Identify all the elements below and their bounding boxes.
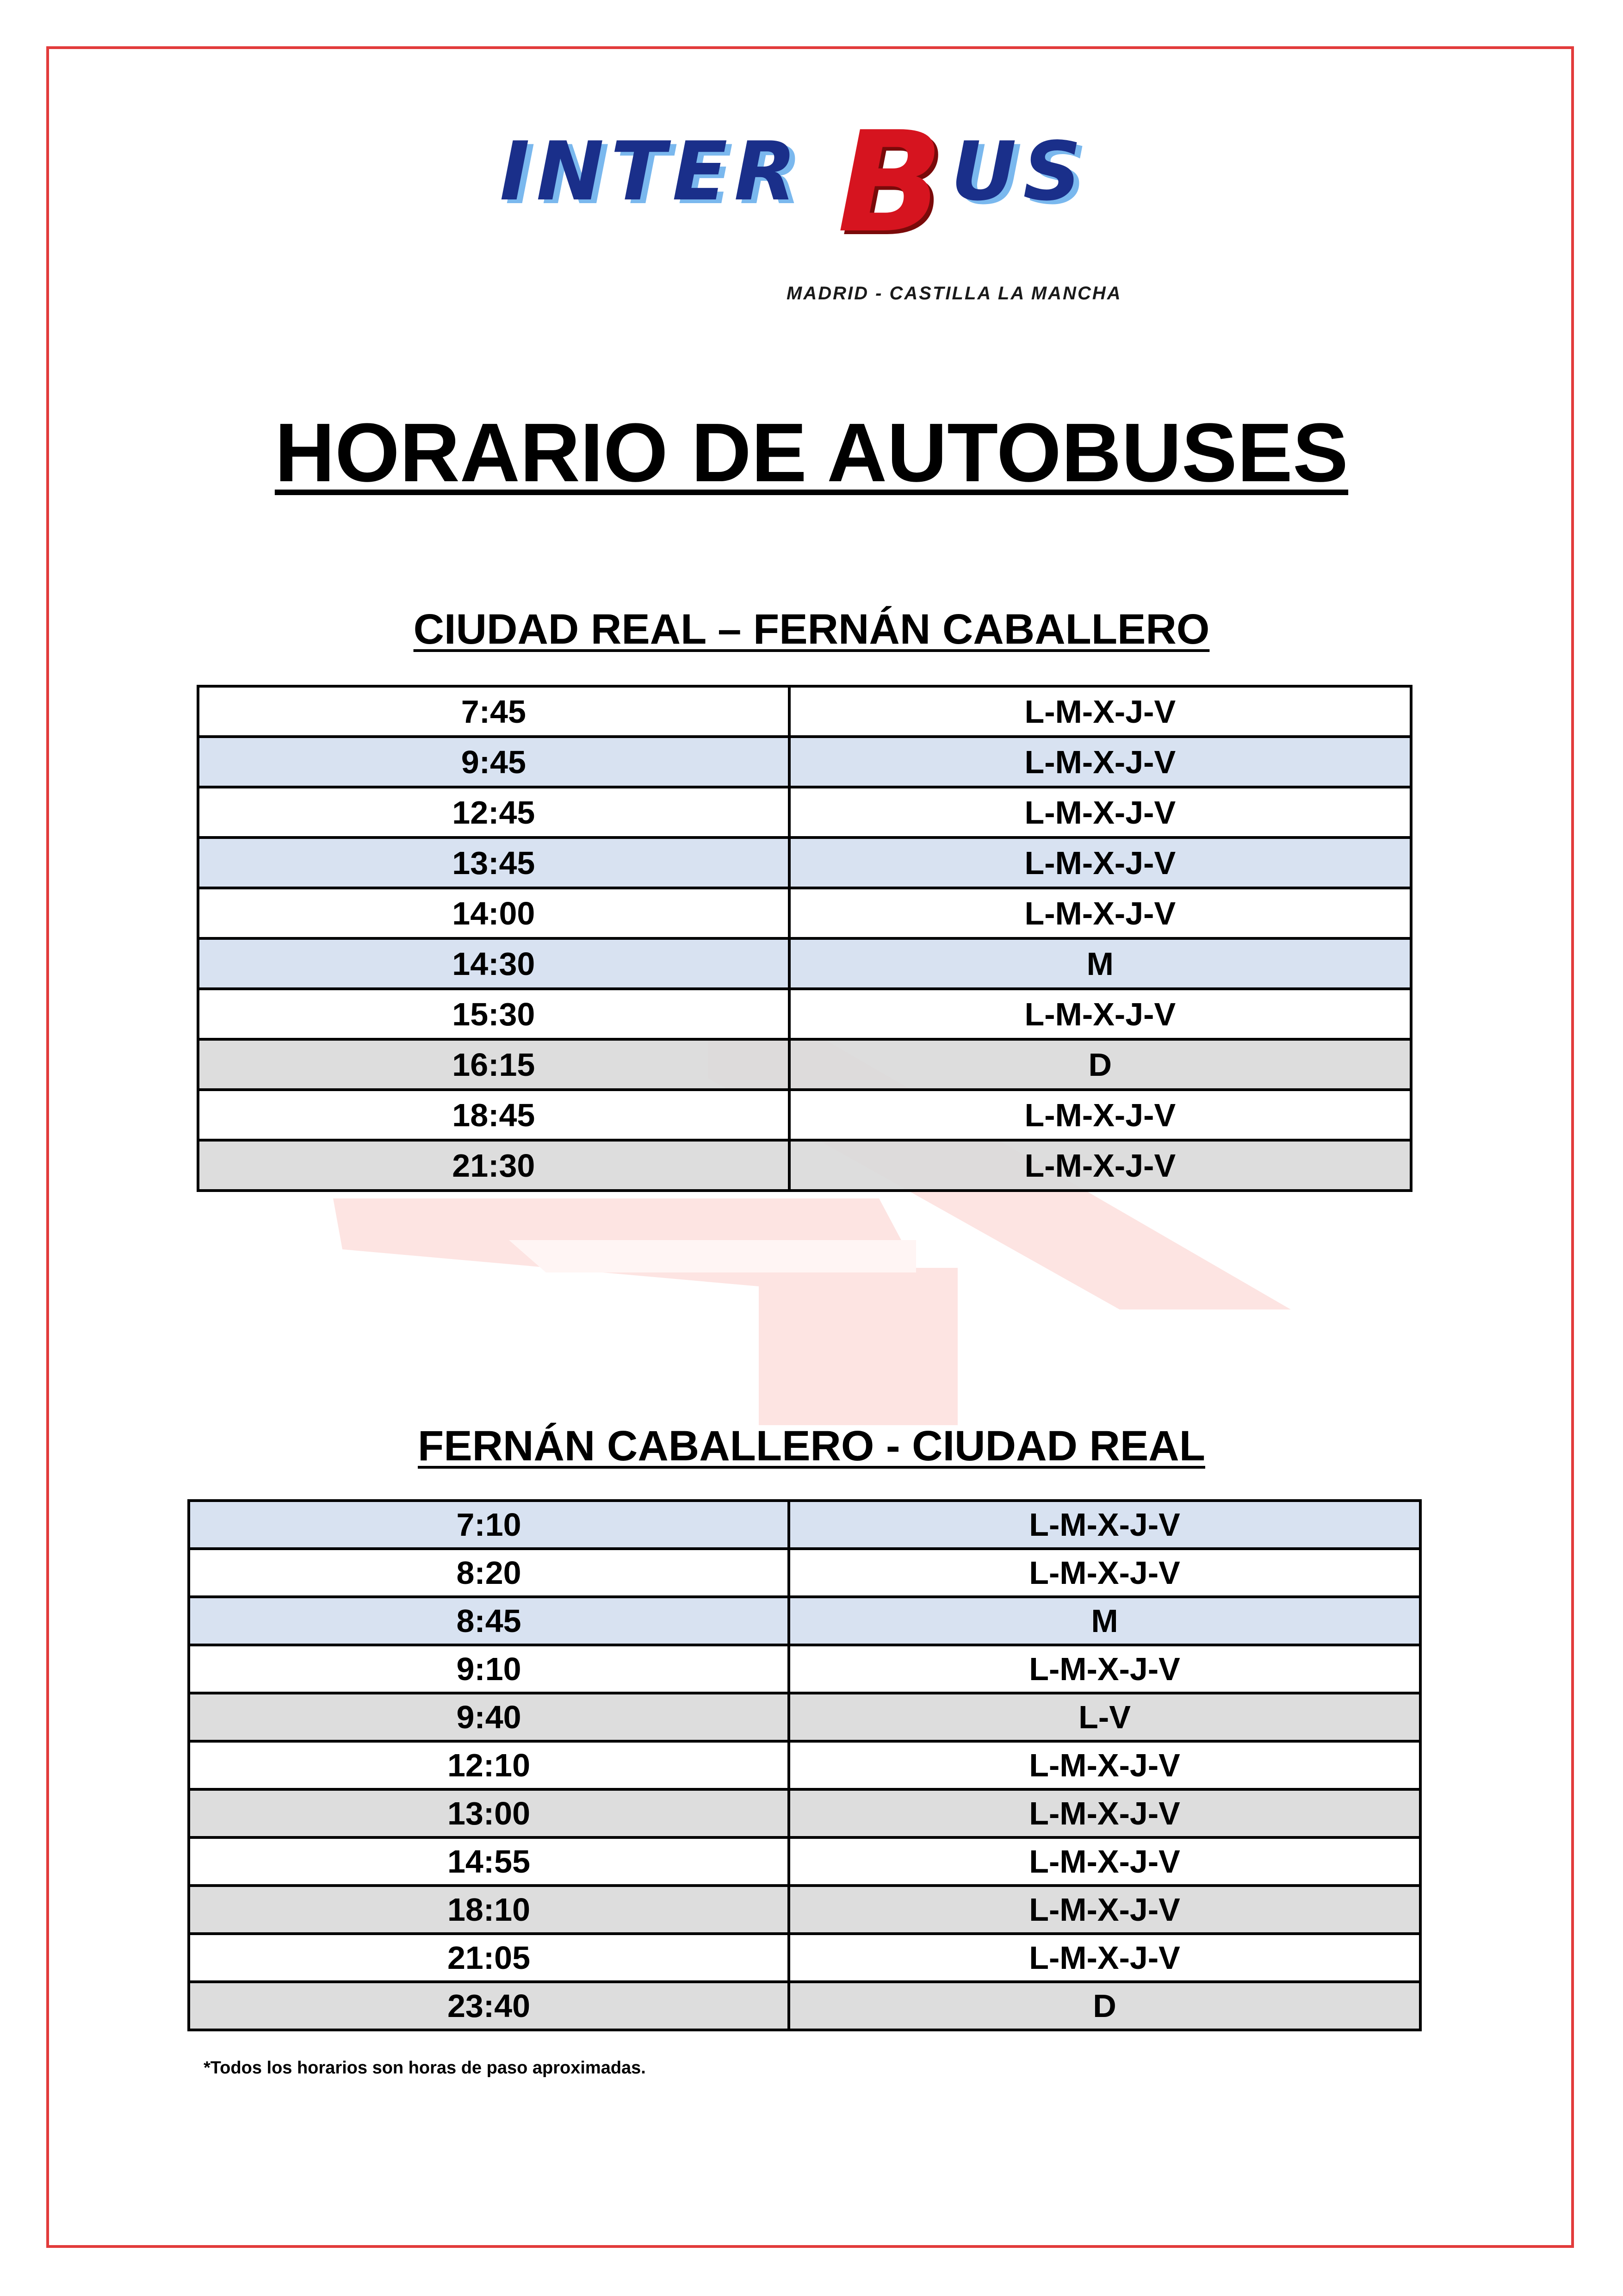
logo-subtitle: MADRID - CASTILLA LA MANCHA: [787, 283, 1122, 304]
page-title-text: HORARIO DE AUTOBUSES: [274, 406, 1349, 499]
service-days-cell: L-M-X-J-V: [789, 1140, 1411, 1191]
departure-time-cell: 18:10: [189, 1886, 789, 1934]
table-row: [198, 1140, 1411, 1191]
table-row: [189, 1501, 1420, 1549]
logo-inter-text: INTER: [500, 125, 803, 219]
service-days-cell: D: [789, 1982, 1420, 2030]
service-days-cell: D: [789, 1039, 1411, 1090]
table-row: [198, 888, 1411, 938]
departure-time-cell: 16:15: [198, 1039, 789, 1090]
departure-time-cell: 14:55: [189, 1837, 789, 1886]
table-row: [189, 1886, 1420, 1934]
departure-time-cell: 9:10: [189, 1645, 789, 1693]
service-days-cell: L-M-X-J-V: [789, 1501, 1420, 1549]
table-row: [198, 787, 1411, 838]
table-row: [189, 1741, 1420, 1789]
schedule-table-fernan-caballero-ciudad-real: [187, 1499, 1422, 2031]
service-days-cell: L-M-X-J-V: [789, 1789, 1420, 1837]
section-title-fernan-caballero-ciudad-real: [0, 1422, 1623, 1471]
table-row: [189, 1549, 1420, 1597]
departure-time-cell: 15:30: [198, 989, 789, 1039]
departure-time-cell: 23:40: [189, 1982, 789, 2030]
section-title-ciudad-real-fernan-caballero: [0, 605, 1623, 654]
section-title-text: FERNÁN CABALLERO - CIUDAD REAL: [418, 1422, 1205, 1470]
departure-time-cell: 14:00: [198, 888, 789, 938]
departure-time-cell: 7:45: [198, 686, 789, 737]
schedule-table-ciudad-real-fernan-caballero: [197, 685, 1412, 1192]
table-row: [189, 1934, 1420, 1982]
service-days-cell: M: [789, 1597, 1420, 1645]
service-days-cell: L-M-X-J-V: [789, 1934, 1420, 1982]
logo-us-text: US: [951, 125, 1088, 219]
logo-b-letter: B: [837, 102, 943, 263]
service-days-cell: L-M-X-J-V: [789, 1549, 1420, 1597]
departure-time-cell: 9:40: [189, 1693, 789, 1741]
table-row: [189, 1645, 1420, 1693]
departure-time-cell: 21:05: [189, 1934, 789, 1982]
service-days-cell: L-M-X-J-V: [789, 888, 1411, 938]
departure-time-cell: 8:45: [189, 1597, 789, 1645]
table-row: [189, 1597, 1420, 1645]
table-row: [189, 1982, 1420, 2030]
service-days-cell: L-M-X-J-V: [789, 1090, 1411, 1140]
table-row: [189, 1789, 1420, 1837]
departure-time-cell: 8:20: [189, 1549, 789, 1597]
departure-time-cell: 9:45: [198, 737, 789, 787]
service-days-cell: L-V: [789, 1693, 1420, 1741]
service-days-cell: M: [789, 938, 1411, 989]
service-days-cell: L-M-X-J-V: [789, 787, 1411, 838]
page-title: [0, 407, 1623, 499]
departure-time-cell: 7:10: [189, 1501, 789, 1549]
table-row: [198, 1090, 1411, 1140]
service-days-cell: L-M-X-J-V: [789, 1645, 1420, 1693]
departure-time-cell: 14:30: [198, 938, 789, 989]
departure-time-cell: 13:00: [189, 1789, 789, 1837]
service-days-cell: L-M-X-J-V: [789, 1741, 1420, 1789]
departure-time-cell: 12:10: [189, 1741, 789, 1789]
service-days-cell: L-M-X-J-V: [789, 989, 1411, 1039]
service-days-cell: L-M-X-J-V: [789, 737, 1411, 787]
table-row: [198, 838, 1411, 888]
table-row: [198, 938, 1411, 989]
interbus-logo: [500, 102, 1129, 263]
service-days-cell: L-M-X-J-V: [789, 1886, 1420, 1934]
service-days-cell: L-M-X-J-V: [789, 838, 1411, 888]
departure-time-cell: 21:30: [198, 1140, 789, 1191]
table-row: [189, 1693, 1420, 1741]
table-row: [198, 686, 1411, 737]
footnote: *Todos los horarios son horas de paso aproximadas.: [204, 2058, 646, 2078]
service-days-cell: L-M-X-J-V: [789, 686, 1411, 737]
table-row: [189, 1837, 1420, 1886]
departure-time-cell: 18:45: [198, 1090, 789, 1140]
table-row: [198, 737, 1411, 787]
table-row: [198, 1039, 1411, 1090]
table-row: [198, 989, 1411, 1039]
section-title-text: CIUDAD REAL – FERNÁN CABALLERO: [413, 606, 1210, 653]
departure-time-cell: 13:45: [198, 838, 789, 888]
service-days-cell: L-M-X-J-V: [789, 1837, 1420, 1886]
departure-time-cell: 12:45: [198, 787, 789, 838]
